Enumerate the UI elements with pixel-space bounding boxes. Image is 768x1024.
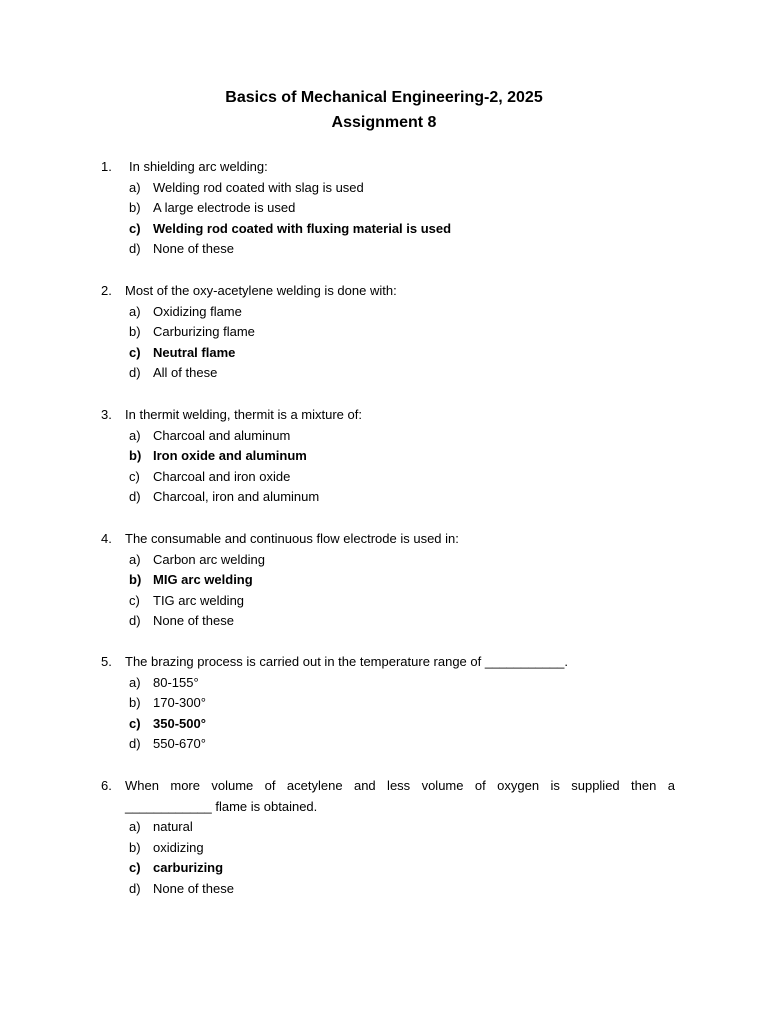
option-letter: d) bbox=[129, 489, 141, 505]
option-text: Carburizing flame bbox=[153, 324, 255, 340]
option-text: MIG arc welding bbox=[153, 572, 253, 588]
option-text: Welding rod coated with fluxing material is used bbox=[153, 220, 452, 236]
question-text-continuation: ____________ flame is obtained. bbox=[125, 798, 318, 814]
option-text: 170-300° bbox=[153, 695, 206, 711]
option-text: TIG arc welding bbox=[153, 592, 245, 608]
option-text: Charcoal and iron oxide bbox=[153, 468, 291, 484]
option-letter: a) bbox=[129, 674, 141, 690]
question-number: 5. bbox=[101, 654, 112, 669]
option-d bbox=[101, 734, 675, 755]
option-c-correct bbox=[101, 343, 675, 364]
question-5 bbox=[101, 652, 675, 755]
question-3 bbox=[101, 405, 675, 508]
option-c bbox=[101, 467, 675, 488]
option-letter: b) bbox=[129, 839, 141, 855]
question-6 bbox=[101, 776, 675, 900]
question-number: 3. bbox=[101, 407, 112, 422]
option-b-correct bbox=[101, 446, 675, 467]
option-text: Charcoal and aluminum bbox=[153, 427, 291, 443]
question-number: 2. bbox=[101, 283, 112, 298]
option-d bbox=[101, 611, 675, 632]
option-b bbox=[101, 693, 675, 714]
option-letter: c) bbox=[129, 468, 140, 484]
question-1 bbox=[101, 157, 675, 260]
question-number: 4. bbox=[101, 531, 112, 546]
option-b bbox=[101, 322, 675, 343]
option-text: carburizing bbox=[153, 860, 224, 876]
option-a bbox=[101, 550, 675, 571]
option-text: A large electrode is used bbox=[153, 200, 296, 216]
option-a bbox=[101, 178, 675, 199]
option-letter: b) bbox=[129, 324, 141, 340]
option-letter: d) bbox=[129, 736, 141, 752]
option-letter: a) bbox=[129, 551, 141, 567]
option-text: Carbon arc welding bbox=[153, 551, 266, 567]
option-a bbox=[101, 302, 675, 323]
option-a bbox=[101, 673, 675, 694]
option-text: Iron oxide and aluminum bbox=[153, 448, 307, 464]
option-letter: d) bbox=[129, 613, 141, 629]
option-b bbox=[101, 838, 675, 859]
option-b bbox=[101, 198, 675, 219]
option-letter: a) bbox=[129, 303, 141, 319]
option-text: oxidizing bbox=[153, 839, 204, 855]
option-d bbox=[101, 487, 675, 508]
option-text: 80-155° bbox=[153, 674, 199, 690]
option-letter: c) bbox=[129, 220, 141, 236]
option-letter: b) bbox=[129, 448, 142, 464]
question-2 bbox=[101, 281, 675, 384]
option-text: 350-500° bbox=[153, 715, 206, 731]
option-d bbox=[101, 363, 675, 384]
question-number: 6. bbox=[101, 778, 112, 793]
option-text: 550-670° bbox=[153, 736, 206, 752]
option-text: Neutral flame bbox=[153, 344, 236, 360]
option-letter: a) bbox=[129, 179, 141, 195]
option-c-correct bbox=[101, 714, 675, 735]
question-text: In thermit welding, thermit is a mixture of: bbox=[125, 407, 362, 422]
question-text: The brazing process is carried out in the temperature range of ___________. bbox=[125, 654, 568, 669]
option-d bbox=[101, 879, 675, 900]
option-c bbox=[101, 591, 675, 612]
option-c-correct bbox=[101, 858, 675, 879]
option-text: Welding rod coated with slag is used bbox=[153, 179, 364, 195]
question-text: When more volume of acetylene and less volume of oxygen is supplied then a bbox=[125, 778, 675, 793]
question-number: 1. bbox=[101, 159, 112, 174]
question-4 bbox=[101, 529, 675, 632]
option-letter: d) bbox=[129, 880, 141, 896]
option-d bbox=[101, 239, 675, 260]
option-b-correct bbox=[101, 570, 675, 591]
option-text: None of these bbox=[153, 613, 234, 629]
option-letter: a) bbox=[129, 427, 141, 443]
option-letter: c) bbox=[129, 860, 141, 876]
option-letter: b) bbox=[129, 200, 141, 216]
option-text: Oxidizing flame bbox=[153, 303, 242, 319]
document-title: Basics of Mechanical Engineering-2, 2025 bbox=[225, 89, 543, 106]
option-letter: c) bbox=[129, 344, 141, 360]
option-a bbox=[101, 426, 675, 447]
option-letter: a) bbox=[129, 819, 141, 835]
option-letter: b) bbox=[129, 572, 142, 588]
option-text: Charcoal, iron and aluminum bbox=[153, 489, 320, 505]
option-letter: d) bbox=[129, 241, 141, 257]
question-text: Most of the oxy-acetylene welding is done with: bbox=[125, 283, 397, 298]
option-letter: c) bbox=[129, 592, 140, 608]
option-a bbox=[101, 817, 675, 838]
option-text: All of these bbox=[153, 365, 218, 381]
option-c-correct bbox=[101, 219, 675, 240]
option-text: natural bbox=[153, 819, 193, 835]
option-letter: b) bbox=[129, 695, 141, 711]
option-letter: c) bbox=[129, 715, 141, 731]
option-letter: d) bbox=[129, 365, 141, 381]
question-text: The consumable and continuous flow electrode is used in: bbox=[125, 531, 459, 546]
option-text: None of these bbox=[153, 880, 234, 896]
option-text: None of these bbox=[153, 241, 234, 257]
question-text: In shielding arc welding: bbox=[129, 159, 268, 174]
document-subtitle: Assignment 8 bbox=[331, 114, 437, 131]
